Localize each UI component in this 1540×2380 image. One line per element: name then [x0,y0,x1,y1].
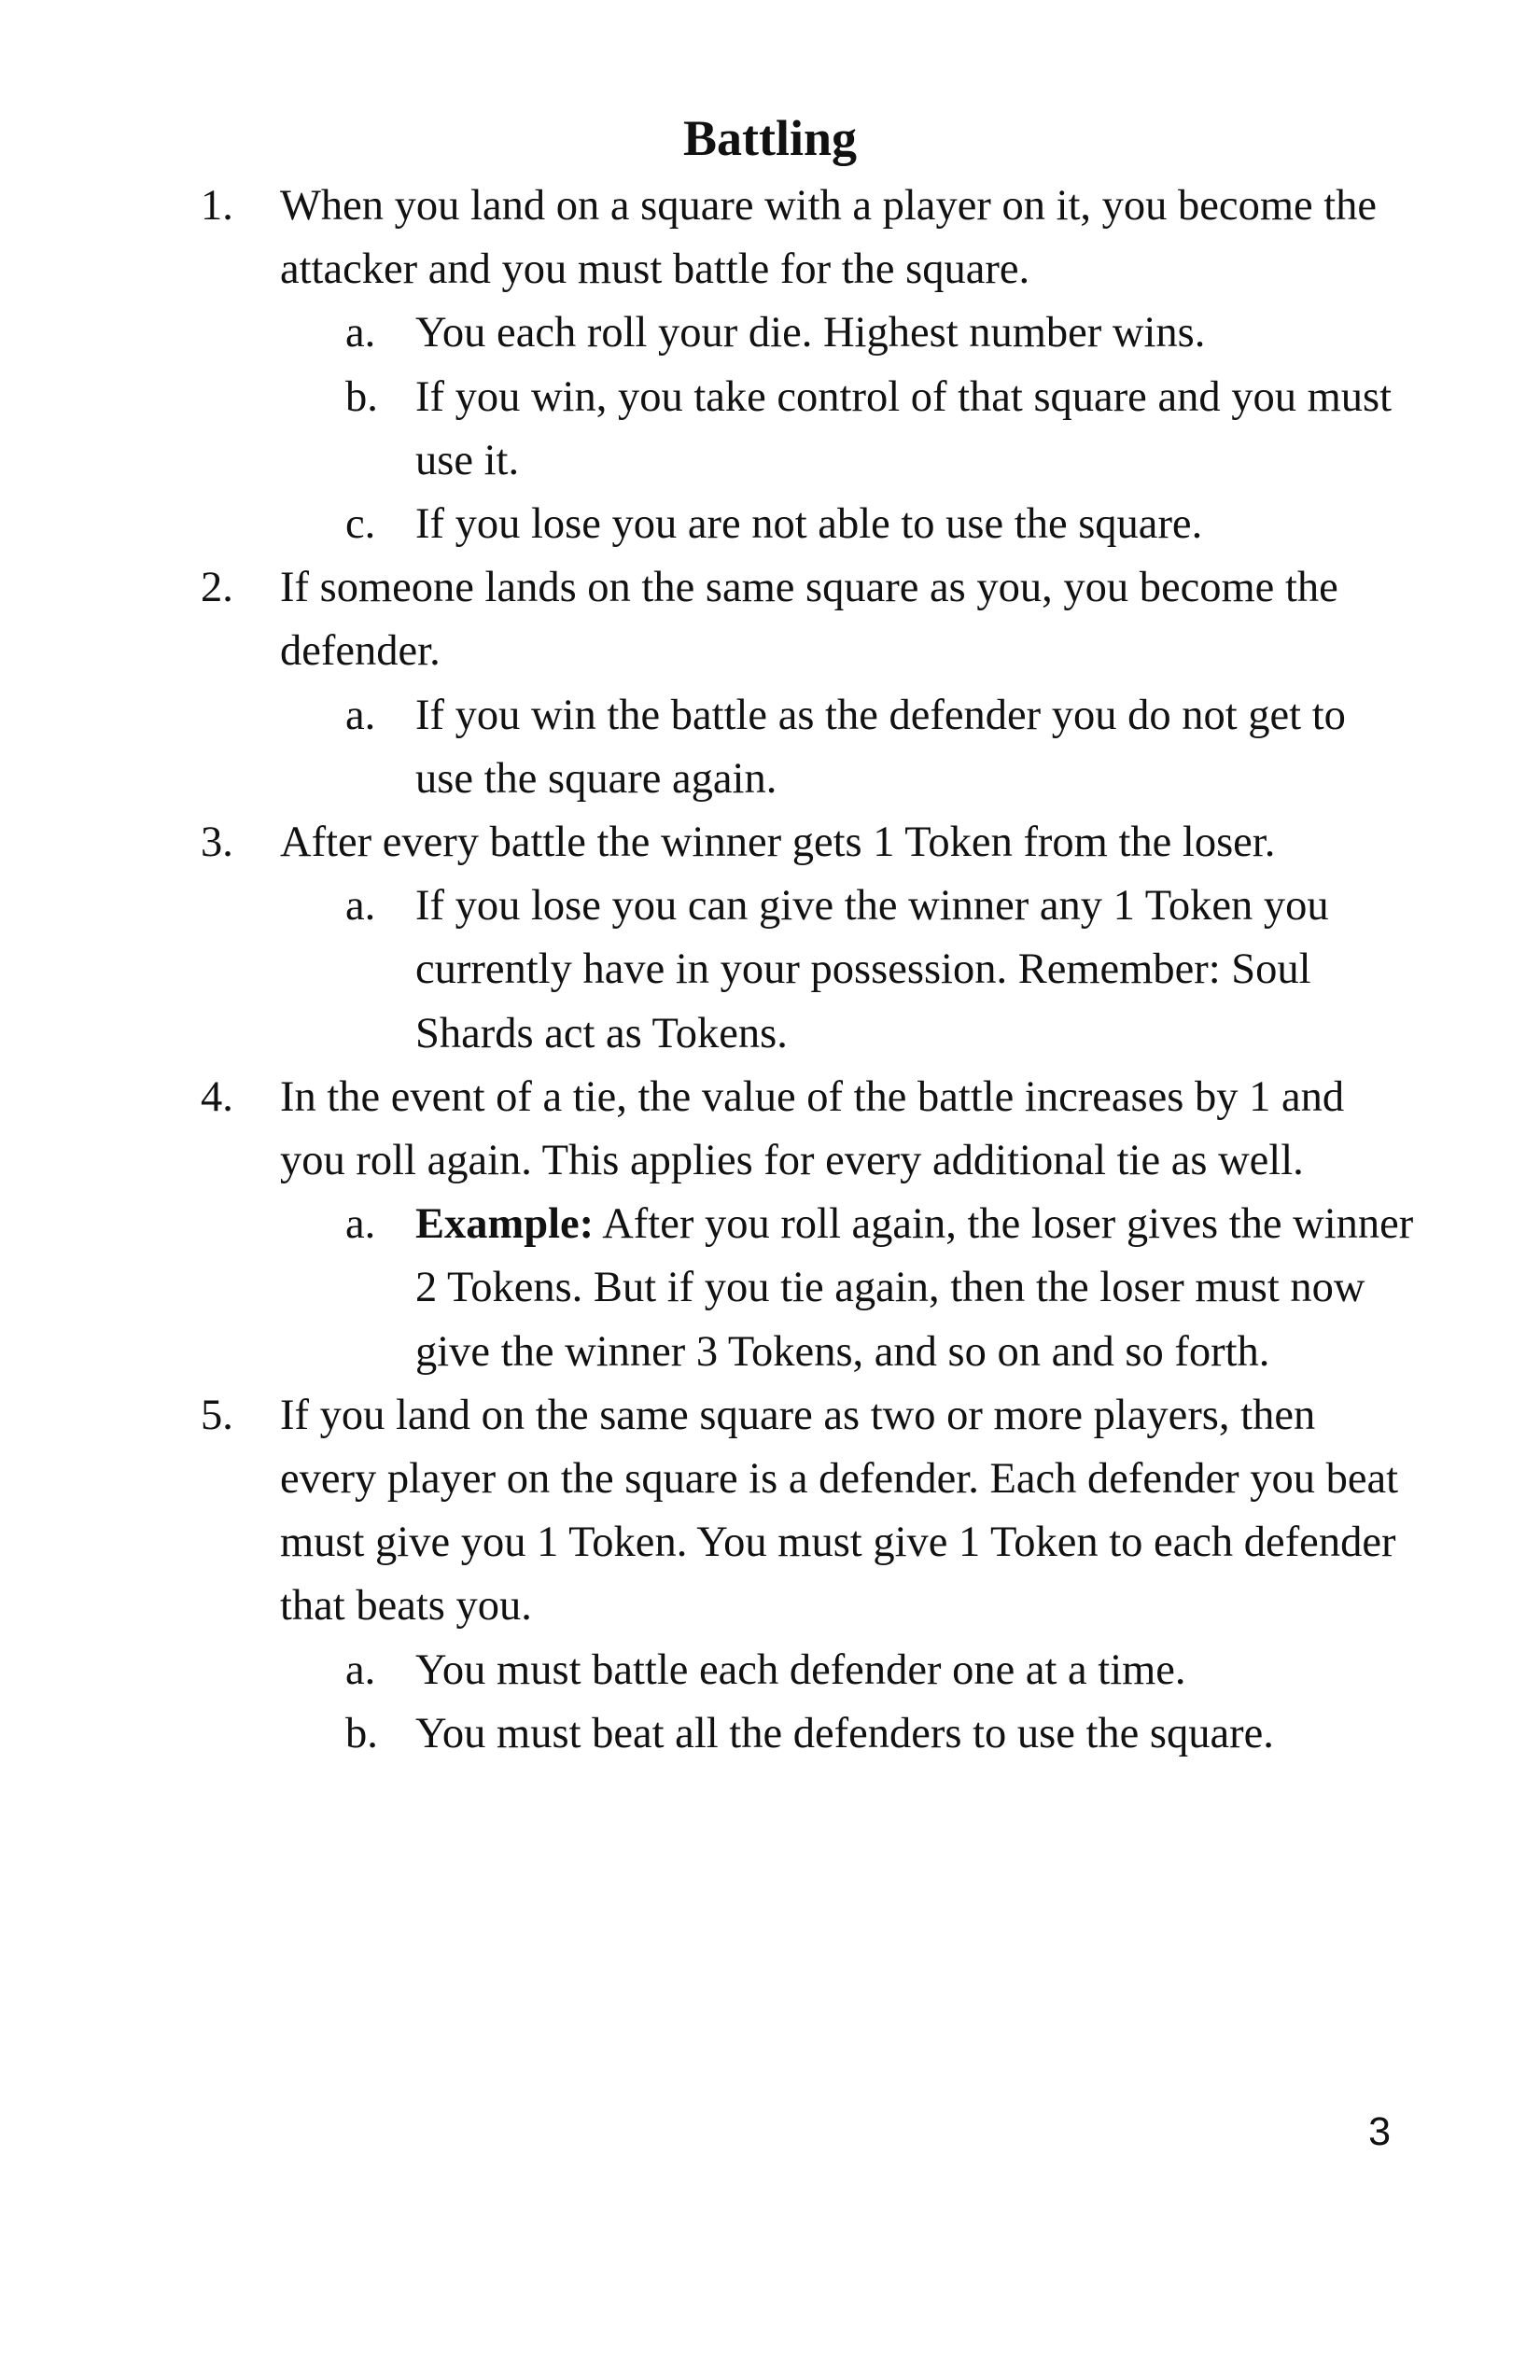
item-text: If someone lands on the same square as you, you become the defender. [280,564,1338,676]
item-text: If you land on the same square as two or more players, then every player on the square is a defender. Each defender you beat must give you 1 Token. You must give 1 Token to each defender that beats you. [280,1391,1399,1631]
sub-item-text: If you win the battle as the defender you do not get to use the square again. [415,691,1346,803]
sub-item-text: If you win, you take control of that square and you must use it. [415,372,1393,484]
sub-item [201,875,1414,1066]
sub-item [201,1702,1414,1766]
list-item [201,175,1414,301]
sub-item-letter: a. [345,1200,376,1249]
rules-list [201,175,1414,1766]
page-number: 3 [1368,2109,1391,2154]
sub-item [201,493,1414,556]
item-number: 3. [201,819,233,867]
item-text: After every battle the winner gets 1 Token from the loser. [280,819,1276,867]
sub-item-letter: a. [345,1645,376,1694]
list-item [201,556,1414,683]
item-number: 5. [201,1391,233,1439]
sub-item-letter: a. [345,882,376,931]
sub-item-text [415,1193,1414,1384]
example-label: Example: [415,1200,595,1249]
sub-item [201,301,1414,365]
sub-item-text: You must beat all the defenders to use the square. [415,1709,1274,1757]
example-text: After you roll again, the loser gives the winner 2 Tokens. But if you tie again, then the loser must now give the winner 3 Tokens, and so on and so forth. [415,1200,1414,1376]
sub-item-text: You must battle each defender one at a time. [415,1645,1186,1694]
sub-item [201,1639,1414,1702]
list-item [201,1384,1414,1639]
sub-item-letter: b. [345,372,378,421]
sub-item [201,684,1414,811]
item-number: 4. [201,1072,233,1121]
sub-item-text: If you lose you are not able to use the square. [415,500,1203,549]
sub-item-letter: b. [345,1709,378,1757]
sub-item-letter: a. [345,309,376,357]
sub-item-text: You each roll your die. Highest number wins. [415,309,1206,357]
item-number: 1. [201,182,233,230]
sub-item-letter: a. [345,691,376,739]
sub-item-text: If you lose you can give the winner any 1 Token you currently have in your possession. Remember: Soul Shards act as Tokens. [415,882,1329,1057]
sub-item [201,1193,1414,1384]
sub-item-letter: c. [345,500,376,549]
item-text: When you land on a square with a player on it, you become the attacker and you must battle for the square. [280,182,1378,294]
list-item [201,1066,1414,1193]
page-title: Battling [682,110,858,166]
item-number: 2. [201,564,233,612]
list-item [201,811,1414,875]
item-text: In the event of a tie, the value of the battle increases by 1 and you roll again. This applies for every additional tie as well. [280,1072,1345,1185]
sub-item [201,366,1414,493]
